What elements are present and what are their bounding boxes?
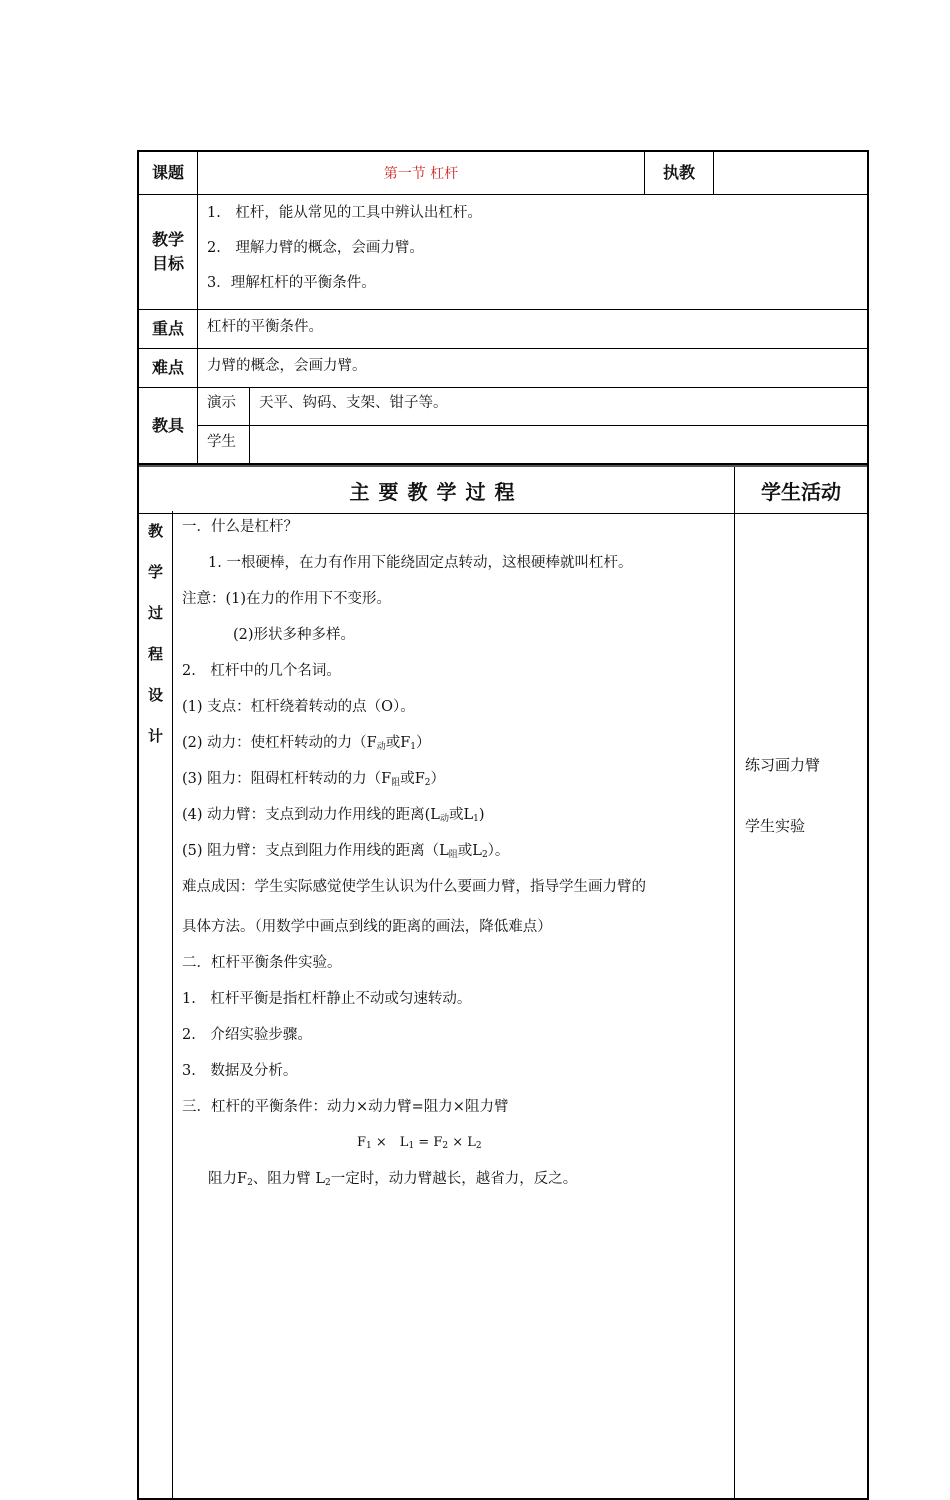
section-heading: 一．什么是杠杆？ [182,519,298,535]
objective-item: 2. 理解力臂的概念，会画力臂。 [207,240,424,256]
key-point-row [139,310,867,349]
lesson-info-table [137,150,869,466]
content-line: 3. 数据及分析。 [182,1063,298,1079]
content-line: (2)形状多种多样。 [233,627,356,643]
process-vertical-label [139,511,173,1498]
process-table [137,463,869,1500]
text-run: ）。 [487,843,510,859]
text-run: (3) 阻力：阻碍杠杆转动的力（F [182,771,392,787]
text-run: 或F [385,735,411,751]
activity-item: 学生实验 [745,817,806,835]
content-line [182,803,485,824]
subscript: 2 [424,778,431,788]
teacher-label: 执教 [645,152,714,194]
content-line: (1) 支点：杠杆绕着转动的点（O）。 [182,699,415,715]
tools-row [139,388,867,464]
difficulty-row [139,349,867,388]
formula-part: × L [448,1135,476,1150]
text-run: (5) 阻力臂：支点到阻力作用线的距离（L [182,843,449,859]
subscript: 动 [376,742,386,752]
difficulty-value: 力臂的概念，会画力臂。 [207,358,367,374]
process-header-row [139,465,867,514]
formula-part: F [357,1135,367,1150]
content-line [182,767,445,788]
content-line [208,1167,577,1188]
objective-item: 3．理解杠杆的平衡条件。 [207,275,376,291]
subscript: 2 [325,1178,331,1188]
topic-value: 第一节 杠杆 [198,152,645,194]
content-line [182,839,509,860]
text-run: 或F [400,771,425,787]
objectives-label [139,195,198,309]
content-line: 2. 杠杆中的几个名词。 [182,663,341,679]
tools-cell [198,388,867,464]
tools-student-label: 学生 [207,434,236,450]
key-point-value: 杠杆的平衡条件。 [207,319,323,335]
content-line: 1. 一根硬棒，在力有作用下能绕固定点转动，这根硬棒就叫杠杆。 [208,555,633,571]
tools-demo-label: 演示 [207,395,236,411]
text-run: 或L [457,843,482,859]
objectives-row [139,195,867,310]
objective-item: 1. 杠杆，能从常见的工具中辨认出杠杆。 [207,205,482,221]
vertical-char: 设 [147,686,163,704]
subscript: 1 [473,814,479,824]
objectives-list [198,195,867,309]
text-run: 、阻力臂 L [252,1171,326,1187]
difficulty-label: 难点 [139,349,198,387]
content-line: 具体方法。（用数学中画点到线的距离的画法，降低难点） [182,919,552,935]
subscript: 1 [410,742,417,752]
vertical-char: 计 [147,727,163,745]
vertical-char: 教 [147,522,163,540]
teacher-value [714,152,867,194]
text-run: ) [478,807,485,823]
activity-item: 练习画力臂 [745,756,821,774]
key-point-cell [198,310,867,348]
vertical-char: 程 [147,645,163,663]
student-activity-column [735,511,867,1498]
tools-student-label-cell [198,426,250,464]
text-run: ） [416,735,431,751]
formula-part: × L [371,1135,409,1150]
difficulty-cell [198,349,867,387]
content-line: 1. 杠杆平衡是指杠杆静止不动或匀速转动。 [182,991,472,1007]
content-line: 2. 介绍实验步骤。 [182,1027,312,1043]
text-run: 阻力F [208,1171,248,1187]
objectives-label-text: 教学目标 [151,230,184,273]
text-run: (2) 动力：使杠杆转动的力（F [182,735,377,751]
vertical-char: 学 [147,563,163,581]
formula [357,1131,482,1151]
section-heading: 三．杠杆的平衡条件：动力×动力臂=阻力×阻力臂 [182,1099,509,1115]
section-heading: 二．杠杆平衡条件实验。 [182,955,342,971]
tools-demo-label-cell [198,388,250,425]
topic-row [139,152,867,195]
key-point-label: 重点 [139,310,198,348]
activity-title: 学生活动 [761,479,841,504]
subscript: 1 [408,1141,415,1151]
subscript: 2 [481,850,488,860]
subscript: 2 [247,1178,253,1188]
vertical-char: 过 [147,604,163,622]
subscript: 2 [442,1141,449,1151]
tools-demo-row [198,388,867,426]
subscript: 动 [439,814,449,824]
topic-label: 课题 [139,152,198,194]
content-line: 难点成因：学生实际感觉使学生认识为什么要画力臂，指导学生画力臂的 [182,879,646,895]
text-run: 一定时，动力臂越长，越省力，反之。 [330,1171,578,1187]
process-title: 主要教学过程 [139,467,735,513]
process-content [173,511,735,1498]
content-line: 注意：(1)在力的作用下不变形。 [182,591,392,607]
tools-student-row [198,426,867,464]
subscript: 阻 [448,850,458,860]
content-line [182,731,431,752]
tools-demo-value: 天平、钩码、支架、钳子等。 [259,395,448,411]
subscript: 1 [366,1141,372,1151]
subscript: 2 [475,1141,482,1151]
formula-part: = F [414,1135,443,1150]
text-run: (4) 动力臂：支点到动力作用线的距离(L [182,807,440,823]
subscript: 阻 [391,778,401,788]
tools-label: 教具 [139,388,198,464]
text-run: 或L [448,807,474,823]
text-run: ） [430,771,446,787]
